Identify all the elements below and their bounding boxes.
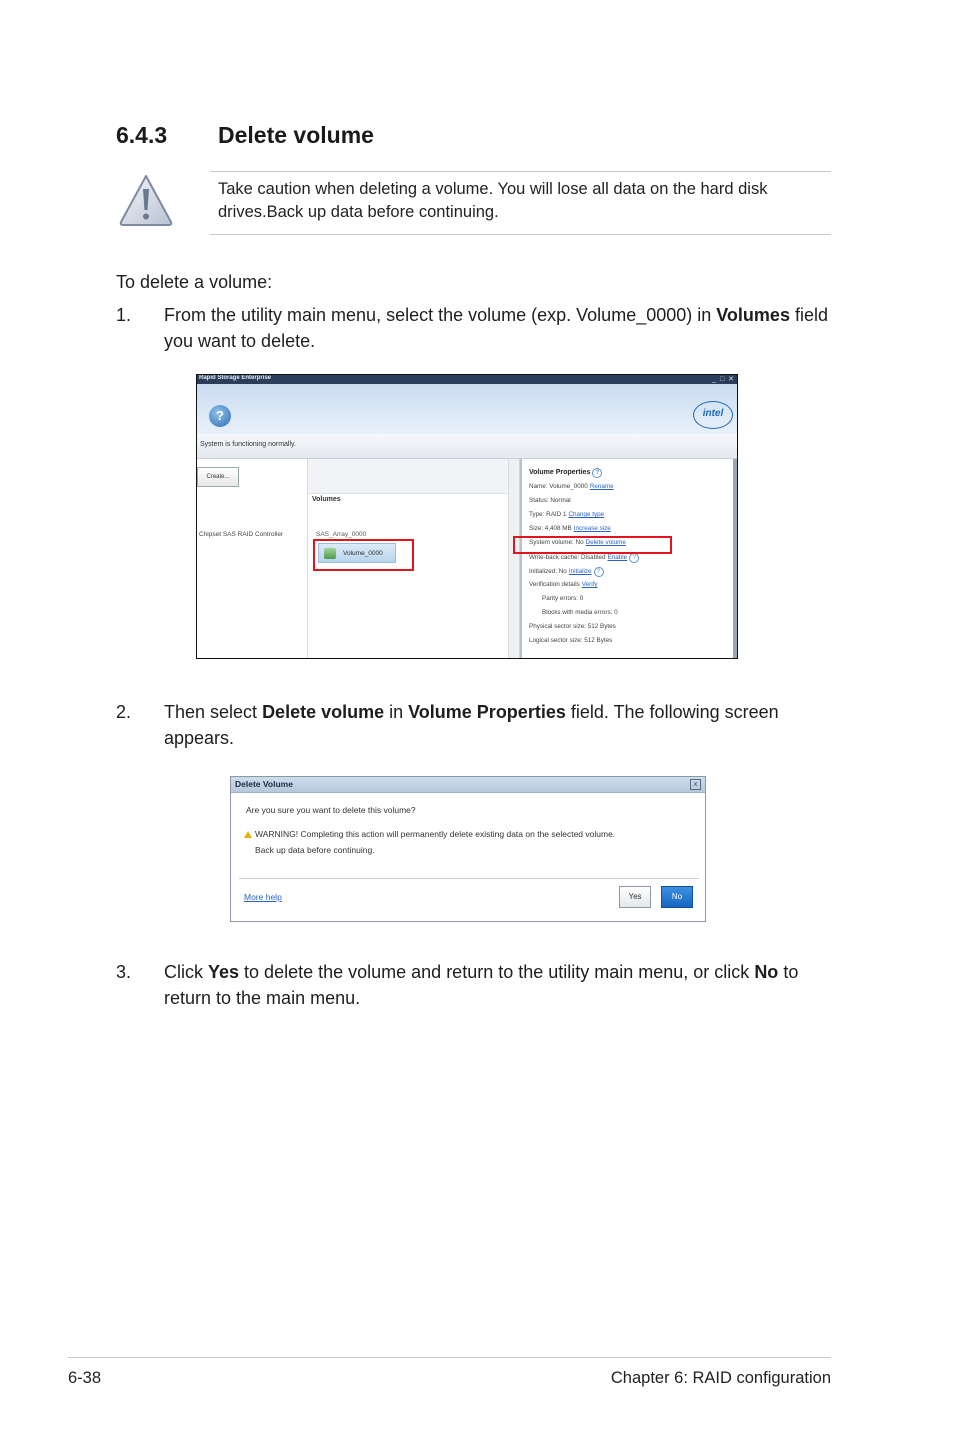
help-icon[interactable]: ? [209, 405, 231, 427]
prop-system-volume: System volume: No Delete volume [529, 539, 626, 546]
volume-properties-title: Volume Properties ? [529, 468, 602, 478]
question-icon[interactable]: ? [592, 468, 602, 478]
window-titlebar [197, 375, 737, 384]
caution-divider-top [210, 171, 831, 172]
dialog-title: Delete Volume [235, 779, 293, 789]
intro-text: To delete a volume: [116, 272, 273, 292]
prop-verification: Verification details Verify [529, 581, 598, 588]
verify-link[interactable]: Verify [581, 581, 598, 588]
delete-volume-highlight-box [513, 536, 672, 554]
volume-highlight-box [313, 539, 414, 571]
volumes-header: Volumes [312, 496, 341, 503]
step-2-number: 2. [116, 702, 132, 722]
prop-type: Type: RAID 1 Change type [529, 511, 605, 518]
prop-media-errors: Blocks with media errors: 0 [542, 609, 618, 616]
section-number: 6.4.3 [116, 122, 168, 148]
chapter-title: Chapter 6: RAID configuration [610, 1369, 831, 1387]
right-edge-shade [733, 459, 737, 659]
app-header [197, 384, 737, 434]
prop-initialized: Initialized: No Initialize ? [529, 567, 604, 577]
more-help-link[interactable]: More help [244, 892, 282, 902]
array-name[interactable]: SAS_Array_0000 [316, 531, 367, 538]
warning-triangle-icon [117, 172, 175, 228]
create-button[interactable]: Create... [197, 467, 239, 487]
warning-icon [244, 831, 252, 838]
increase-size-link[interactable]: Increase size [573, 525, 611, 532]
delete-volume-dialog-screenshot [230, 776, 706, 922]
question-icon[interactable]: ? [594, 567, 604, 577]
prop-parity-errors: Parity errors: 0 [542, 595, 584, 602]
window-controls[interactable]: _ □ ✕ [712, 376, 735, 383]
pane-scrollbar[interactable] [509, 459, 520, 659]
step-3-number: 3. [116, 962, 132, 982]
prop-name: Name: Volume_0000 Rename [529, 483, 614, 490]
left-pane [197, 459, 308, 659]
volume-properties-pane [520, 459, 736, 659]
initialize-link[interactable]: Initialize [568, 568, 592, 575]
prop-physical-sector: Physical sector size: 512 Bytes [529, 623, 616, 630]
caution-text: Take caution when deleting a volume. You will lose all data on the hard disk drives.Back up data before continuing. [218, 180, 768, 221]
footer-divider [68, 1357, 831, 1358]
window-title: Rapid Storage Enterprise [199, 375, 272, 381]
close-icon[interactable]: x [690, 779, 701, 790]
prop-status: Status: Normal [529, 497, 571, 504]
controller-label[interactable]: Chipset SAS RAID Controller [199, 531, 284, 538]
yes-button[interactable]: Yes [619, 886, 651, 908]
warning-line-2: Back up data before continuing. [255, 845, 375, 855]
step-1-text: From the utility main menu, select the volume (exp. Volume_0000) in Volumes field you want to delete. [164, 305, 828, 351]
dialog-divider [239, 878, 699, 879]
dialog-titlebar [231, 777, 705, 793]
confirm-question: Are you sure you want to delete this volume? [246, 805, 416, 815]
step-3-text: Click Yes to delete the volume and return to the utility main menu, or click No to return to the main menu. [164, 962, 799, 1008]
no-button[interactable]: No [661, 886, 693, 908]
intel-logo: intel [693, 401, 733, 429]
prop-size: Size: 4,408 MB Increase size [529, 525, 611, 532]
utility-main-menu-screenshot [196, 374, 738, 659]
status-bar [197, 434, 737, 459]
enable-link[interactable]: Enable [607, 554, 628, 561]
caution-divider-bottom [210, 234, 831, 235]
rename-link[interactable]: Rename [589, 483, 614, 490]
change-type-link[interactable]: Change type [568, 511, 605, 518]
volumes-pane-header [308, 459, 508, 494]
question-icon[interactable]: ? [629, 553, 639, 563]
section-title: Delete volume [218, 122, 374, 148]
step-2-text: Then select Delete volume in Volume Properties field. The following screen appears. [164, 702, 779, 748]
warning-line-1: WARNING! Completing this action will permanently delete existing data on the selected volume. [244, 829, 615, 839]
delete-volume-link[interactable]: Delete volume [585, 539, 626, 546]
status-text: System is functioning normally. [200, 441, 296, 448]
prop-write-back-cache: Write-back cache: Disabled Enable ? [529, 553, 639, 563]
page-number: 6-38 [68, 1369, 102, 1387]
prop-logical-sector: Logical sector size: 512 Bytes [529, 637, 613, 644]
step-1-number: 1. [116, 305, 132, 325]
volume-label: Volume_0000 [343, 550, 383, 557]
